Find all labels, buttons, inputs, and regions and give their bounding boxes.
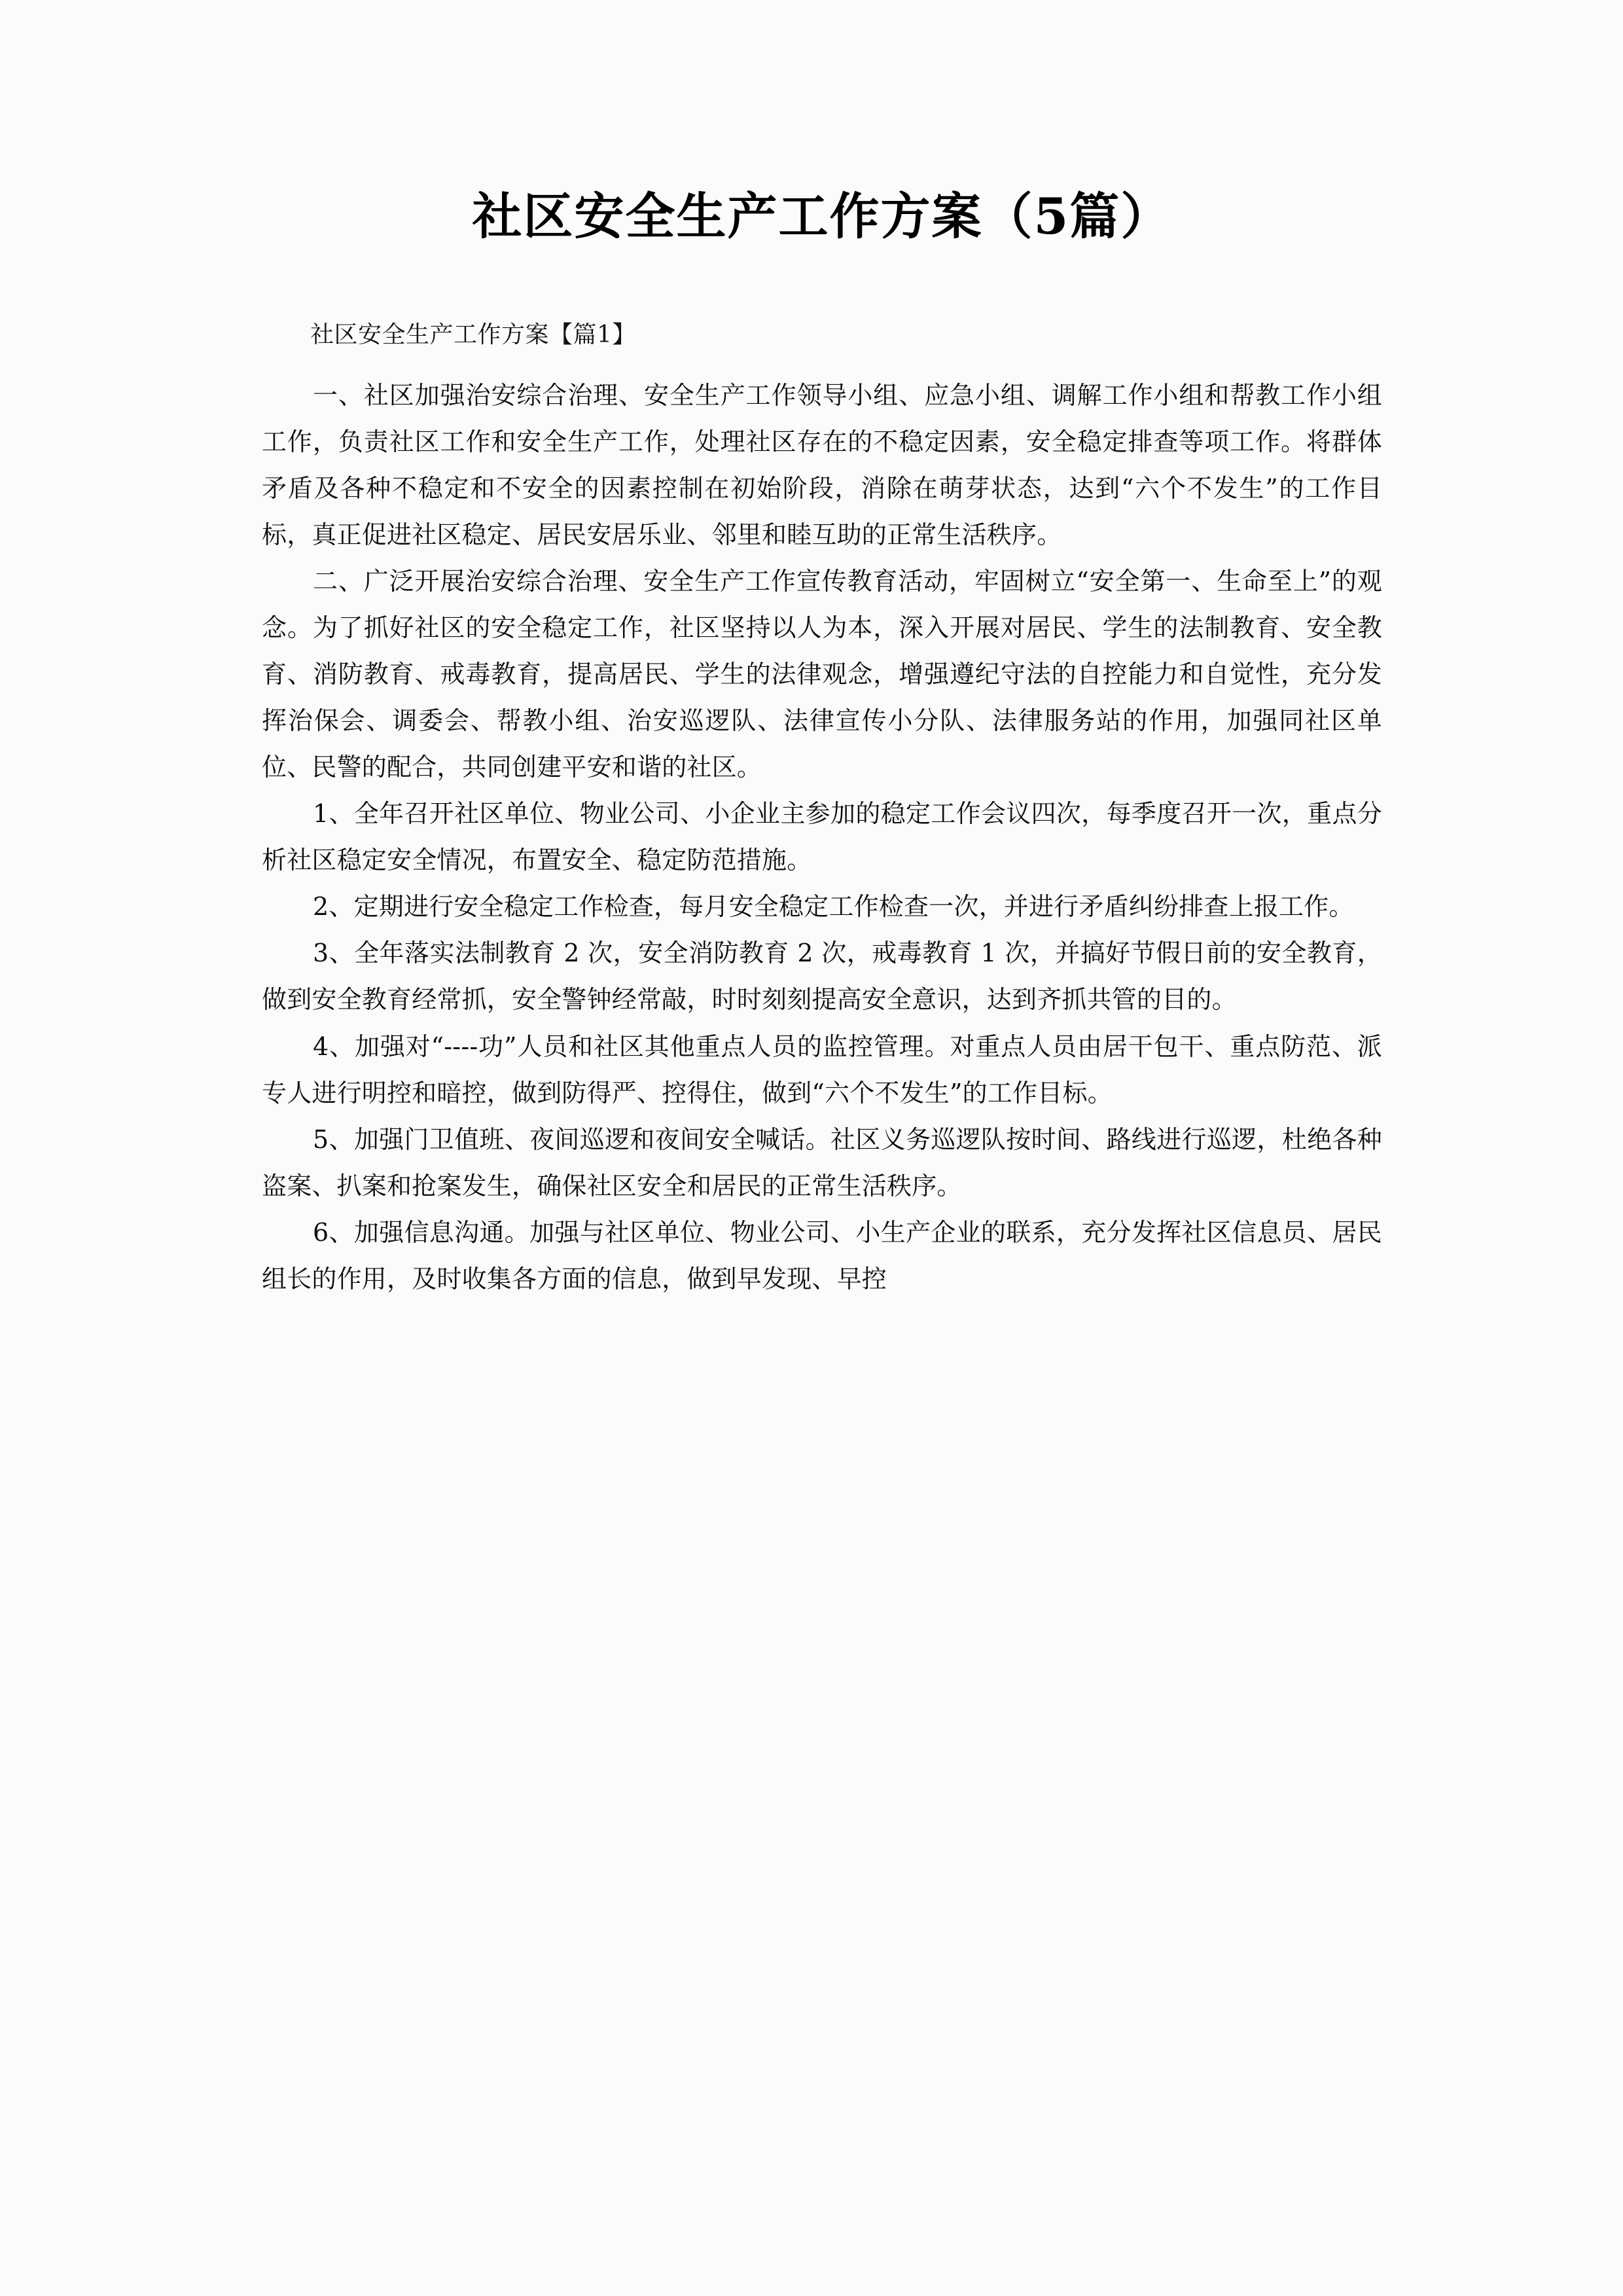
paragraph-item-4: 4、加强对“----功”人员和社区其他重点人员的监控管理。对重点人员由居干包干、重点防范、派专人进行明控和暗控，做到防得严、控得住，做到“六个不发生”的工作目标。 bbox=[262, 1031, 1382, 1107]
paragraph-item-5: 5、加强门卫值班、夜间巡逻和夜间安全喊话。社区义务巡逻队按时间、路线进行巡逻，杜绝各种盗案、扒案和抢案发生，确保社区安全和居民的正常生活秩序。 bbox=[262, 1124, 1382, 1200]
paragraph-item-6: 6、加强信息沟通。加强与社区单位、物业公司、小生产企业的联系，充分发挥社区信息员、居民组长的作用，及时收集各方面的信息，做到早发现、早控 bbox=[262, 1217, 1382, 1293]
paragraph-item-3: 3、全年落实法制教育 2 次，安全消防教育 2 次，戒毒教育 1 次，并搞好节假日前的安全教育，做到安全教育经常抓，安全警钟经常敲，时时刻刻提高安全意识，达到齐抓共管的目的。 bbox=[262, 939, 1382, 1014]
paragraph-item-2: 2、定期进行安全稳定工作检查，每月安全稳定工作检查一次，并进行矛盾纠纷排查上报工作。 bbox=[313, 892, 1354, 922]
document-body bbox=[262, 354, 1382, 1302]
document-subtitle: 社区安全生产工作方案【篇1】 bbox=[310, 321, 636, 349]
paragraph-section-1: 一、社区加强治安综合治理、安全生产工作领导小组、应急小组、调解工作小组和帮教工作小组工作，负责社区工作和安全生产工作，处理社区存在的不稳定因素，安全稳定排查等项工作。将群体矛盾及各种不稳定和不安全的因素控制在初始阶段，消除在萌芽状态，达到“六个不发生”的工作目标，真正促进社区稳定、居民安居乐业、邻里和睦互助的正常生活秩序。 bbox=[262, 380, 1382, 549]
page-content bbox=[262, 0, 1382, 1302]
paragraph-section-2: 二、广泛开展治安综合治理、安全生产工作宣传教育活动，牢固树立“安全第一、生命至上”的观念。为了抓好社区的安全稳定工作，社区坚持以人为本，深入开展对居民、学生的法制教育、安全教育、消防教育、戒毒教育，提高居民、学生的法律观念，增强遵纪守法的自控能力和自觉性，充分发挥治保会、调委会、帮教小组、治安巡逻队、法律宣传小分队、法律服务站的作用，加强同社区单位、民警的配合，共同创建平安和谐的社区。 bbox=[262, 567, 1382, 782]
page-title: 社区安全生产工作方案（5篇） bbox=[472, 187, 1172, 245]
paragraph-item-1: 1、全年召开社区单位、物业公司、小企业主参加的稳定工作会议四次，每季度召开一次，重点分析社区稳定安全情况，布置安全、稳定防范措施。 bbox=[262, 799, 1382, 875]
